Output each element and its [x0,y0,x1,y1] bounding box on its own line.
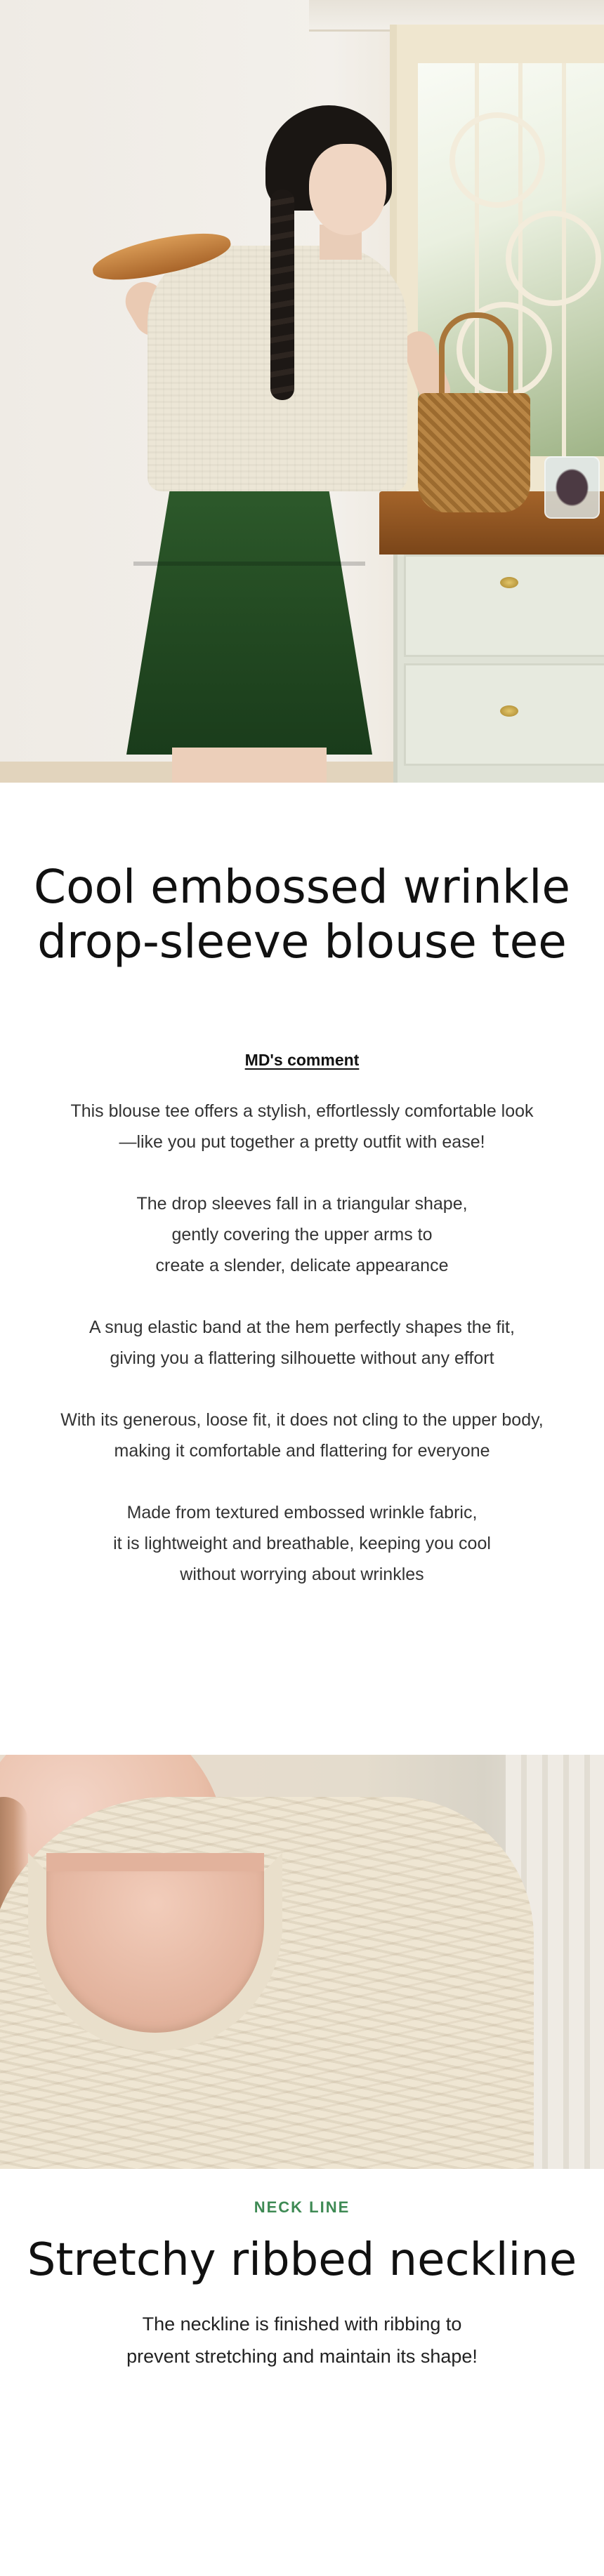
section-title: Stretchy ribbed neckline [27,2234,577,2286]
green-skirt [126,484,372,755]
md-comment-line: making it comfortable and flattering for everyone [114,1441,490,1461]
product-title [0,860,604,969]
wicker-basket [418,393,530,512]
md-comment-paragraph [0,1096,604,1157]
neckline-detail-photo [0,1755,604,2169]
grille-scroll-ornament [506,211,601,306]
model-braid [270,190,294,400]
model-legs [172,748,327,783]
md-comment-line: it is lightweight and breathable, keeping you cool [113,1534,491,1553]
skirt-tier-seam [133,562,365,566]
md-comment-line: without worrying about wrinkles [180,1565,424,1584]
md-comment-line: gently covering the upper arms to [171,1225,433,1244]
md-comment-paragraph [0,1188,604,1281]
hero-model-photo [0,0,604,783]
model-face [309,144,386,235]
md-comment-line: —like you put together a pretty outfit with ease! [119,1132,485,1152]
md-comment-line: With its generous, loose fit, it does not cling to the upper body, [60,1410,544,1430]
md-comment-line: giving you a flattering silhouette without any effort [110,1348,494,1368]
drawer-knob [500,577,518,588]
md-comment-paragraph [0,1312,604,1374]
md-comment-label: MD's comment [244,1051,360,1069]
section-description-line: prevent stretching and maintain its shape! [126,2346,478,2367]
md-comment-heading [0,1051,604,1070]
product-title-line: drop-sleeve blouse tee [37,915,567,969]
section-description [0,2308,604,2372]
product-title-line: Cool embossed wrinkle [33,860,571,914]
grille-scroll-ornament [449,112,545,208]
md-comment-line: Made from textured embossed wrinkle fabric, [126,1503,478,1522]
md-comment-line: The drop sleeves fall in a triangular shape, [136,1194,468,1214]
section-description-line: The neckline is finished with ribbing to [142,2313,462,2335]
drawer-knob [500,705,518,717]
md-comment-line: This blouse tee offers a stylish, effortlessly comfortable look [70,1101,534,1121]
md-comment-line: create a slender, delicate appearance [155,1256,449,1275]
md-comment-paragraph [0,1405,604,1466]
section-tag: NECK LINE [254,2198,350,2216]
md-comment-paragraph [0,1497,604,1590]
cabinet-drawer [404,555,604,657]
md-comment-body [0,1096,604,1621]
md-comment-line: A snug elastic band at the hem perfectly shapes the fit, [89,1317,515,1337]
glass-jar [544,456,600,519]
